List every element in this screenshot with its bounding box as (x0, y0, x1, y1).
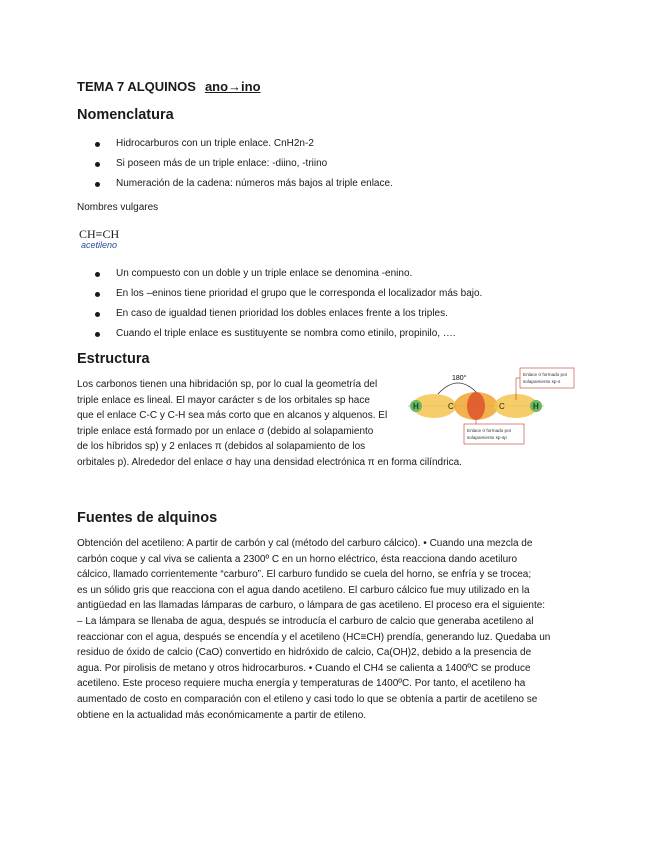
heading-estructura: Estructura (77, 351, 150, 367)
paragraph-line: triple enlace es lineal. El mayor carácter s de los orbitales sp hace (77, 394, 370, 406)
fuentes-paragraph (77, 536, 550, 723)
list-item: En los –eninos tiene prioridad el grupo que le corresponda el localizador más bajo. (95, 288, 482, 308)
list-item: Si poseen más de un triple enlace: -diino, -triino (95, 158, 393, 178)
paragraph-line: reaccionar con el agua, después se encendía y el acetileno (HC≡CH) prendía, generando luz. Quedaba un (77, 631, 551, 643)
title-suffix: ano→ino (204, 79, 261, 94)
paragraph-line: – La lámpara se llenaba de agua, después se introducía el carburo de calcio que generaba acetileno al (77, 615, 534, 627)
callout-box-bottom (464, 424, 524, 444)
vulgares-label: Nombres vulgares (77, 202, 159, 213)
callout-top-line2: solapamiento sp-s (523, 379, 561, 384)
c-label-left: C (448, 402, 454, 411)
title-main: TEMA 7 ALQUINOS (77, 79, 196, 94)
list-item: Un compuesto con un doble y un triple enlace se denomina -enino. (95, 268, 482, 288)
overlap-region (467, 392, 485, 420)
list-item: Hidrocarburos con un triple enlace. CnH2n-2 (95, 138, 393, 158)
paragraph-line: de los híbridos sp) y 2 enlaces π (debidos al solapamiento de los (77, 441, 366, 453)
acetylene-name: acetileno (81, 240, 118, 250)
heading-nomenclatura: Nomenclatura (77, 107, 174, 123)
callout-box-top (520, 368, 574, 388)
sp-orbital-diagram (404, 364, 576, 448)
list-item: En caso de igualdad tienen prioridad los dobles enlaces frente a los triples. (95, 308, 482, 328)
nomenclatura-list-2 (95, 268, 482, 348)
paragraph-line: cálcico, llamado corrientemente “carburo”. El carburo fundido se cuela del horno, se enfría y se trocea; (77, 569, 532, 581)
paragraph-line: residuo de óxido de calcio (CaO) convertido en hidróxido de calcio, Ca(OH)2, debido a la presencia de (77, 647, 532, 659)
nomenclatura-list (95, 138, 393, 198)
list-item: Cuando el triple enlace es sustituyente se nombra como etinilo, propinilo, …. (95, 328, 482, 348)
callout-top-line1: Enlace σ formado por (523, 372, 568, 377)
paragraph-line: Obtención del acetileno: A partir de carbón y cal (método del carburo cálcico). • Cuando una mezcla de (77, 538, 533, 549)
paragraph-line: antigüedad en las llamadas lámparas de carburo, o lámpara de gas acetileno. El proceso era el siguiente: (77, 600, 546, 612)
list-item: Numeración de la cadena: números más bajos al triple enlace. (95, 178, 393, 198)
paragraph-line: Los carbonos tienen una hibridación sp, por lo cual la geometría del (77, 379, 378, 390)
paragraph-line: obtiene en la actualidad más económicamente a partir de etileno. (77, 709, 367, 721)
h-label-left: H (413, 402, 419, 411)
h-label-right: H (533, 402, 539, 411)
heading-fuentes: Fuentes de alquinos (77, 510, 218, 526)
paragraph-line: orbitales p). Alrededor del enlace σ hay una densidad electrónica π en forma cilíndrica. (77, 456, 462, 468)
callout-bottom-line1: Enlace σ formado por (467, 428, 512, 433)
paragraph-line: es un sólido gris que reacciona con el agua dando acetileno. El carburo cálcico fue muy utilizado en la (77, 584, 530, 596)
paragraph-line: agua. Por pirolisis de metano y otros hidrocarburos. • Cuando el CH4 se calienta a 1400ºC se produce (77, 662, 531, 674)
angle-label: 180° (452, 375, 467, 382)
page-title (77, 79, 261, 94)
paragraph-line: aumentado de costo en comparación con el etileno y casi todo lo que se obtenía a partir de acetileno se (77, 693, 538, 705)
paragraph-line: triple enlace está formado por un enlace σ (debido al solapamiento (77, 425, 374, 437)
acetylene-formula: CH≡CH (79, 227, 120, 241)
callout-bottom-line2: solapamiento sp-sp (467, 435, 507, 440)
paragraph-line: que el enlace C-C y C-H sea más corto que en alcanos y alquenos. El (77, 410, 388, 422)
paragraph-line: acetileno. Este proceso requiere mucha energía y temperaturas de 1400ºC. Por tanto, el acetileno ha (77, 678, 526, 690)
paragraph-line: carbón coque y cal viva se calienta a 2300º C en un horno eléctrico, ésta reacciona dando acetiluro (77, 553, 518, 565)
c-label-right: C (499, 402, 505, 411)
